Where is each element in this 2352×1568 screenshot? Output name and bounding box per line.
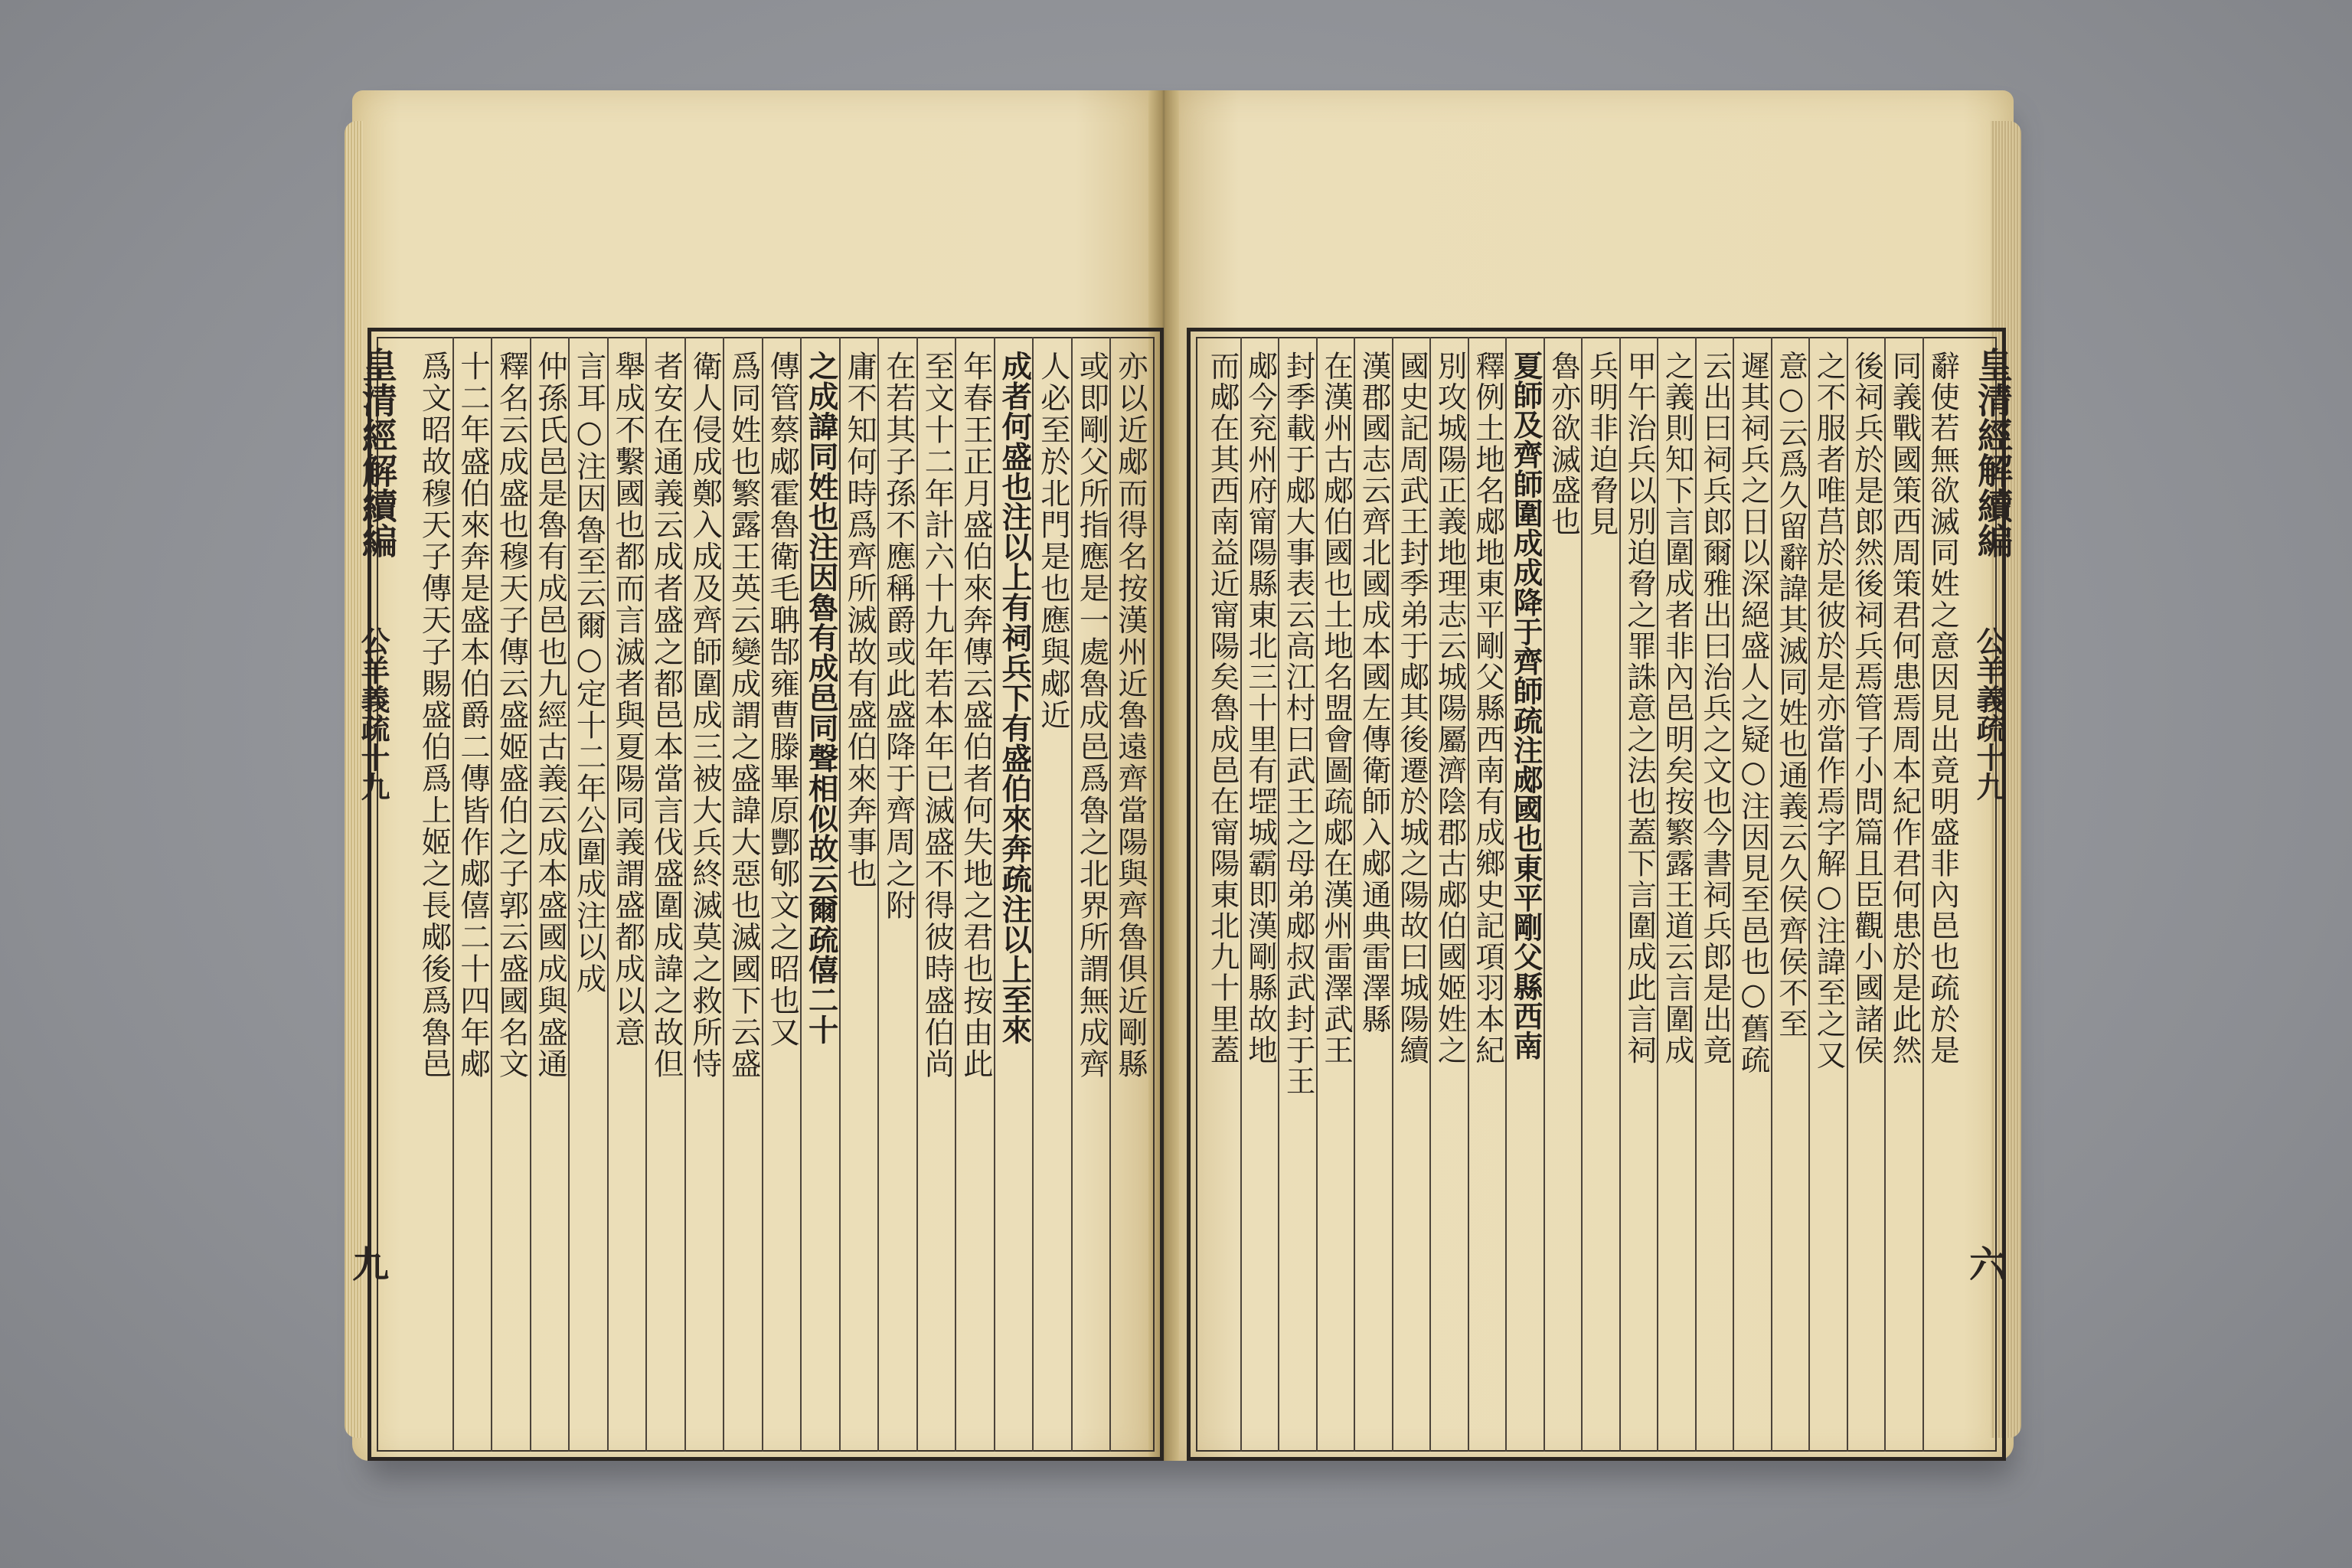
- text-column: 甲午治兵以別迫脅之罪誅意之法也蓋下言圍成此言祠: [1622, 351, 1658, 1067]
- column-rule: [568, 337, 570, 1452]
- text-column: 同義戰國策西周策君何患焉周本紀作君何患於是此然: [1887, 351, 1922, 1067]
- text-column: 衛人侵成鄭入成及齊師圍成三被大兵終滅莫之救所恃: [688, 351, 724, 1080]
- text-column: 釋例土地名郕地東平剛父縣西南有成鄉史記項羽本紀: [1471, 351, 1506, 1067]
- text-column: 國史記周武王封季弟于郕其後遷於城之陽故曰城陽續: [1395, 351, 1430, 1067]
- right-margin-title: 皇清經解續編: [1972, 347, 2014, 558]
- text-column: 在漢州古郕伯國也土地名盟會圖疏郕在漢州雷澤武王: [1319, 351, 1354, 1067]
- column-rule: [1354, 337, 1355, 1452]
- column-rule: [1771, 337, 1772, 1452]
- column-rule: [1032, 337, 1034, 1452]
- column-rule: [1392, 337, 1393, 1452]
- column-rule: [955, 337, 956, 1452]
- column-rule: [1544, 337, 1545, 1452]
- column-rule: [530, 337, 531, 1452]
- text-column: 魯亦欲滅盛也: [1547, 351, 1582, 537]
- text-column: 釋名云成盛也穆天子傳云盛姬盛伯之子郭云盛國名文: [494, 351, 530, 1080]
- text-column: 封季載于郕大事表云高江村曰武王之母弟郕叔武封于王: [1281, 351, 1316, 1097]
- column-rule: [1847, 337, 1848, 1452]
- left-folio-number: 九: [352, 1243, 390, 1286]
- text-column: 十二年盛伯來奔是盛本伯爵二傳皆作郕僖二十四年郕: [455, 351, 491, 1080]
- column-rule: [1505, 337, 1507, 1452]
- column-rule: [800, 337, 802, 1452]
- text-column: 夏師及齊師圍成成降于齊師疏注郕國也東平剛父縣西南: [1508, 351, 1544, 1060]
- text-column: 者安在通義云成者盛之都邑本當言伐盛圍成諱之故但: [648, 351, 684, 1080]
- text-column: 爲同姓也繁露王英云變成謂之盛諱大惡也滅國下云盛: [726, 351, 762, 1080]
- text-column: 言耳○注因魯至云爾○定十二年公圍成注以成: [571, 351, 607, 995]
- text-column: 人必至於北門是也應與郕近: [1035, 351, 1071, 731]
- text-column: 辭使若無欲滅同姓之意因見出竟明盛非內邑也疏於是: [1926, 351, 1961, 1067]
- text-column: 年春王正月盛伯來奔傳云盛伯者何失地之君也按由此: [958, 351, 994, 1080]
- text-column: 或即剛父所指應是一處魯成邑爲魯之北界所謂無成齊: [1074, 351, 1110, 1080]
- column-rule: [1657, 337, 1658, 1452]
- column-rule: [877, 337, 879, 1452]
- column-rule: [1316, 337, 1318, 1452]
- column-rule: [645, 337, 647, 1452]
- column-rule: [1429, 337, 1431, 1452]
- column-rule: [1695, 337, 1697, 1452]
- column-rule: [491, 337, 492, 1452]
- text-column: 別攻城陽正義地理志云城陽屬濟陰郡古郕伯國姬姓之: [1432, 351, 1468, 1067]
- text-column: 至文十二年計六十九年若本年已滅盛不得彼時盛伯尚: [920, 351, 956, 1080]
- column-rule: [1733, 337, 1734, 1452]
- column-rule: [839, 337, 841, 1452]
- column-rule: [994, 337, 995, 1452]
- column-rule: [452, 337, 454, 1452]
- column-rule: [1808, 337, 1810, 1452]
- text-column: 亦以近郕而得名按漢州近魯遠齊當陽與齊魯俱近剛縣: [1112, 351, 1148, 1080]
- text-column: 庸不知何時爲齊所滅故有盛伯來奔事也: [842, 351, 878, 890]
- text-column: 漢郡國志云齊北國成本國左傳衛師入郕通典雷澤縣: [1357, 351, 1392, 1035]
- left-margin-title: 皇清經解續編: [357, 347, 398, 558]
- column-rule: [1619, 337, 1621, 1452]
- text-column: 之成諱同姓也注因魯有成邑同聲相似故云爾疏僖二十: [803, 351, 839, 1045]
- column-rule: [916, 337, 918, 1452]
- right-folio-number: 六: [1969, 1243, 2007, 1286]
- column-rule: [762, 337, 763, 1452]
- column-rule: [1278, 337, 1279, 1452]
- text-column: 意○云爲久留辭諱其滅同姓也通義云久侯齊侯不至: [1774, 351, 1809, 1040]
- column-rule: [1071, 337, 1073, 1452]
- text-column: 舉成不繫國也都而言滅者與夏陽同義謂盛都成以意: [610, 351, 646, 1049]
- column-rule: [1884, 337, 1886, 1452]
- text-column: 仲孫氏邑是魯有成邑也九經古義云成本盛國成與盛通: [533, 351, 569, 1080]
- text-column: 之不服者唯莒於是彼於是亦當作焉字解○注諱至之又: [1811, 351, 1847, 1071]
- column-rule: [1240, 337, 1242, 1452]
- left-margin-subtitle: 公羊義疏十九: [356, 626, 390, 801]
- text-column: 後祠兵於是郎然後祠兵焉管子小問篇且臣觀小國諸侯: [1850, 351, 1885, 1067]
- column-rule: [1581, 337, 1583, 1452]
- text-column: 兵明非迫脅見: [1584, 351, 1619, 537]
- text-column: 成者何盛也注以上有祠兵下有盛伯來奔疏注以上至來: [997, 351, 1033, 1045]
- column-rule: [1109, 337, 1111, 1452]
- text-column: 在若其子孫不應稱爵或此盛降于齊周之附: [880, 351, 916, 922]
- text-column: 之義則知下言圍成者非內邑明矣按繁露王道云言圍成: [1660, 351, 1695, 1067]
- column-rule: [1922, 337, 1924, 1452]
- text-column: 傳管蔡郕霍魯衛毛聃郜雍曹滕畢原酆郇文之昭也又: [765, 351, 801, 1049]
- text-column: 云出曰祠兵郎爾雅出曰治兵之文也今書祠兵郎是出竟: [1698, 351, 1733, 1067]
- text-column: 郕今兖州府甯陽縣東北三十里有堽城霸即漢剛縣故地: [1243, 351, 1279, 1067]
- open-book: [352, 90, 2014, 1461]
- column-rule: [1468, 337, 1469, 1452]
- column-rule: [723, 337, 724, 1452]
- text-column: 遲其祠兵之日以深絕盛人之疑○注因見至邑也○舊疏: [1736, 351, 1771, 1076]
- column-rule: [607, 337, 609, 1452]
- right-margin-subtitle: 公羊義疏十九: [1971, 626, 2006, 801]
- column-rule: [684, 337, 686, 1452]
- text-column: 而郕在其西南益近甯陽矣魯成邑在甯陽東北九十里蓋: [1205, 351, 1240, 1067]
- text-column: 爲文昭故穆天子傳天子賜盛伯爲上姬之長郕後爲魯邑: [416, 351, 452, 1080]
